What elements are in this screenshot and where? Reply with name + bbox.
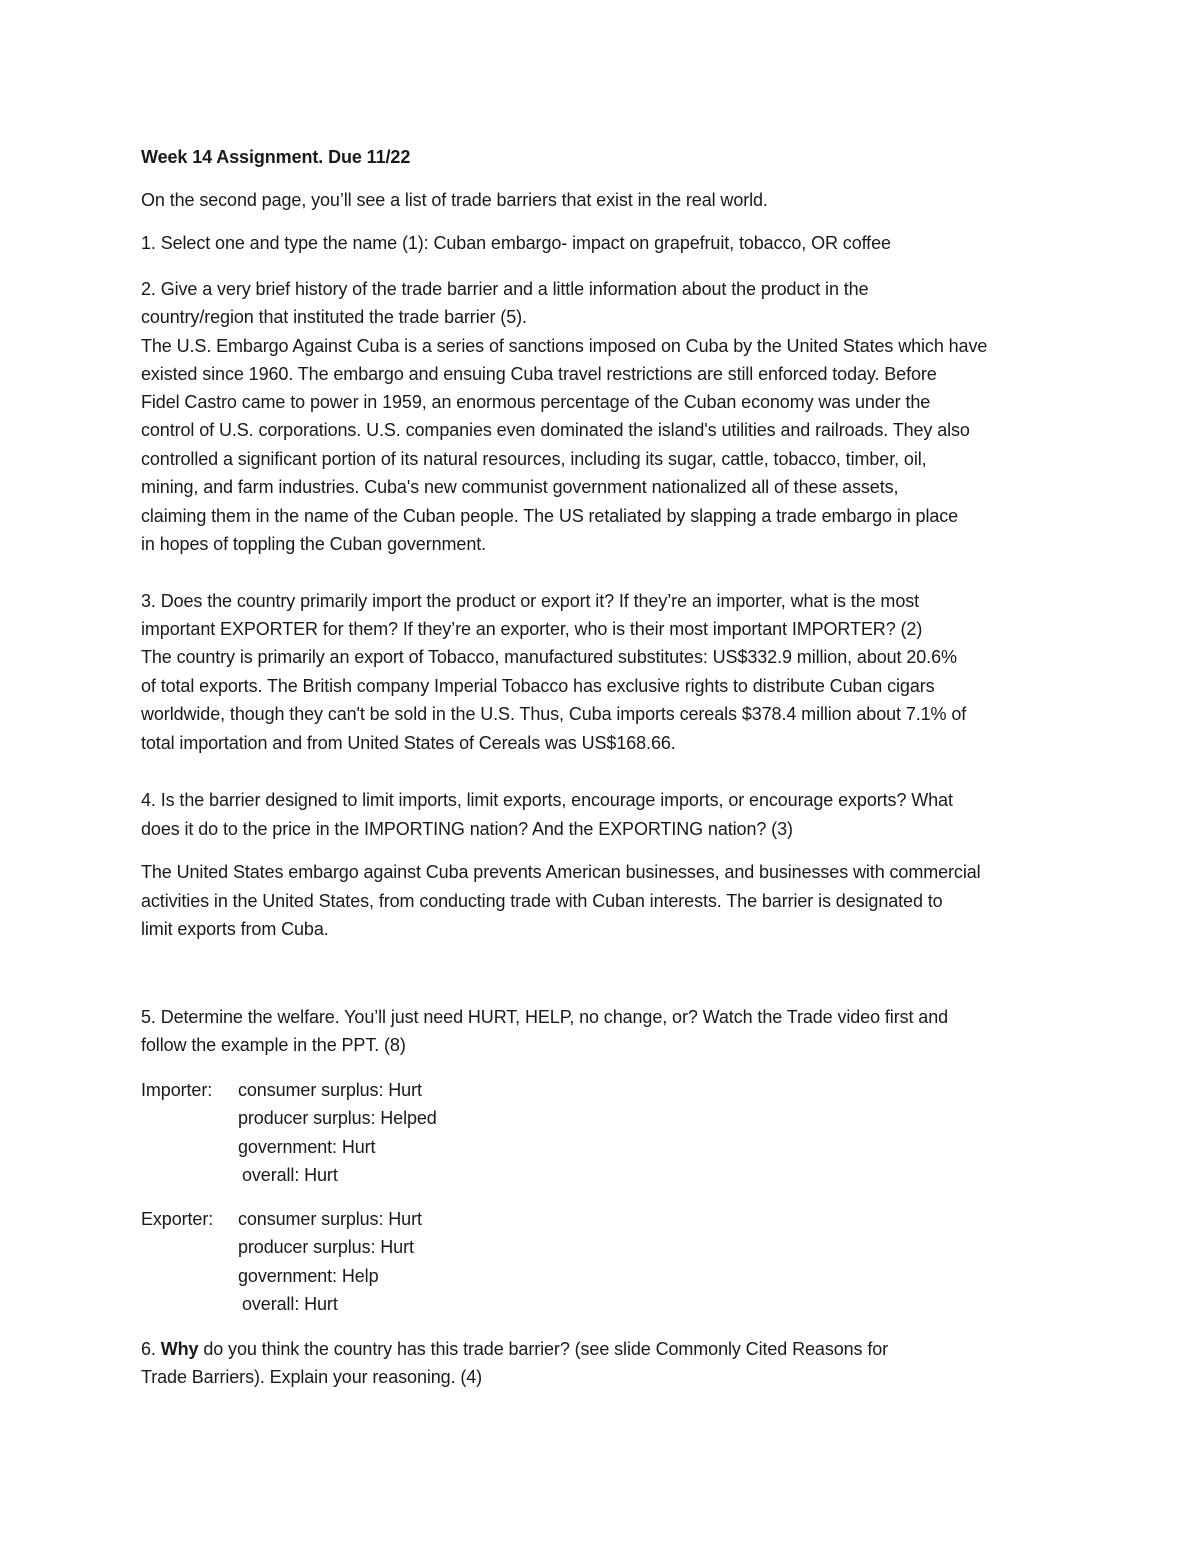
- question-4-line-2: does it do to the price in the IMPORTING nation? And the EXPORTING nation? (3): [141, 819, 793, 839]
- question-5-line-1: 5. Determine the welfare. You’ll just need HURT, HELP, no change, or? Watch the Trade video first and: [141, 1007, 949, 1027]
- question-6-number: 6.: [141, 1339, 161, 1359]
- answer-2-line: in hopes of toppling the Cuban government.: [141, 534, 487, 554]
- question-6-line-2: Trade Barriers). Explain your reasoning. (4): [141, 1367, 483, 1387]
- answer-3-line: of total exports. The British company Imperial Tobacco has exclusive rights to distribute Cuban cigars: [141, 676, 935, 696]
- answer-4-line: limit exports from Cuba.: [141, 919, 329, 939]
- answer-3-line: worldwide, though they can't be sold in the U.S. Thus, Cuba imports cereals $378.4 million about 7.1% of: [141, 704, 967, 724]
- question-3-line-1: 3. Does the country primarily import the product or export it? If they’re an importer, what is the most: [141, 591, 920, 611]
- answer-2-line: existed since 1960. The embargo and ensuing Cuba travel restrictions are still enforced today. Before: [141, 364, 937, 384]
- importer-producer-surplus: producer surplus: Helped: [238, 1108, 437, 1128]
- intro-text: On the second page, you’ll see a list of trade barriers that exist in the real world.: [141, 190, 768, 210]
- answer-2-line: The U.S. Embargo Against Cuba is a series of sanctions imposed on Cuba by the United States which have: [141, 336, 988, 356]
- answer-2-line: Fidel Castro came to power in 1959, an enormous percentage of the Cuban economy was under the: [141, 392, 931, 412]
- question-2-line-1: 2. Give a very brief history of the trade barrier and a little information about the product in the: [141, 279, 869, 299]
- exporter-label: Exporter:: [141, 1209, 214, 1229]
- exporter-government: government: Help: [238, 1266, 379, 1286]
- answer-3-line: total importation and from United States of Cereals was US$168.66.: [141, 733, 676, 753]
- answer-2-line: controlled a significant portion of its natural resources, including its sugar, cattle, tobacco, timber, oil,: [141, 449, 927, 469]
- importer-government: government: Hurt: [238, 1137, 376, 1157]
- importer-consumer-surplus: consumer surplus: Hurt: [238, 1080, 422, 1100]
- question-6-line-1: [141, 1335, 888, 1363]
- exporter-overall: overall: Hurt: [242, 1294, 338, 1314]
- answer-2-line: mining, and farm industries. Cuba's new communist government nationalized all of these assets,: [141, 477, 899, 497]
- question-3-line-2: important EXPORTER for them? If they’re an exporter, who is their most important IMPORTER? (2): [141, 619, 923, 639]
- answer-4-line: activities in the United States, from conducting trade with Cuban interests. The barrier is designated to: [141, 891, 943, 911]
- question-5-line-2: follow the example in the PPT. (8): [141, 1035, 406, 1055]
- exporter-producer-surplus: producer surplus: Hurt: [238, 1237, 414, 1257]
- question-6-why: Why: [160, 1339, 199, 1359]
- importer-label: Importer:: [141, 1080, 213, 1100]
- answer-2-line: claiming them in the name of the Cuban people. The US retaliated by slapping a trade embargo in place: [141, 506, 959, 526]
- answer-2-line: control of U.S. corporations. U.S. companies even dominated the island's utilities and railroads. They also: [141, 420, 970, 440]
- page-title: Week 14 Assignment. Due 11/22: [141, 147, 411, 167]
- answer-3-line: The country is primarily an export of Tobacco, manufactured substitutes: US$332.9 million, about 20.6%: [141, 647, 957, 667]
- question-1: 1. Select one and type the name (1): Cuban embargo- impact on grapefruit, tobacco, OR coffee: [141, 233, 891, 253]
- question-2-line-2: country/region that instituted the trade barrier (5).: [141, 307, 527, 327]
- answer-4-line: The United States embargo against Cuba prevents American businesses, and businesses with commercial: [141, 862, 981, 882]
- question-6-rest: do you think the country has this trade barrier? (see slide Commonly Cited Reasons for: [198, 1339, 889, 1359]
- importer-overall: overall: Hurt: [242, 1165, 338, 1185]
- exporter-consumer-surplus: consumer surplus: Hurt: [238, 1209, 422, 1229]
- question-4-line-1: 4. Is the barrier designed to limit imports, limit exports, encourage imports, or encourage exports? What: [141, 790, 953, 810]
